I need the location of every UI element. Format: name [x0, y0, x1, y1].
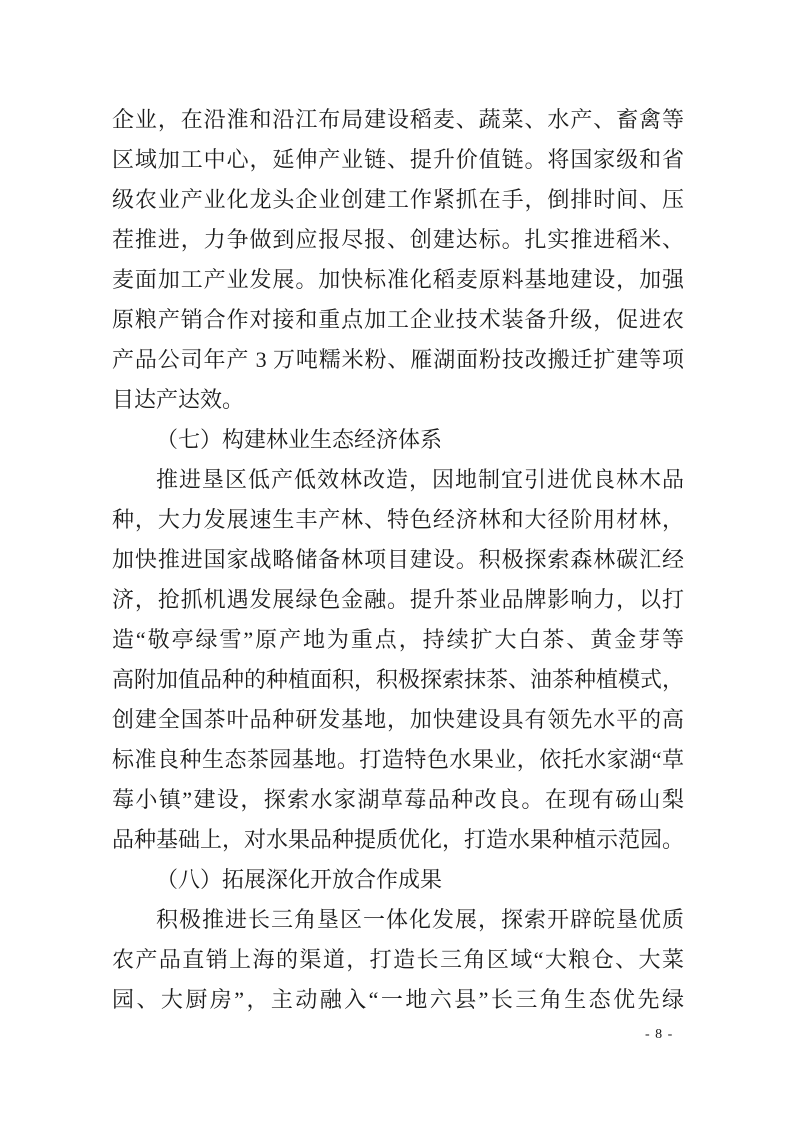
page-number: - 8 -	[645, 1027, 674, 1042]
body-line: 级农业产业化龙头企业创建工作紧抓在手，倒排时间、压	[112, 187, 684, 212]
body-line: 茬推进，力争做到应报尽报、创建达标。扎实推进稻米、	[112, 227, 684, 252]
body-line: 农产品直销上海的渠道，打造长三角区域“大粮仓、大菜	[112, 947, 684, 972]
body-line: 企业，在沿淮和沿江布局建设稻麦、蔬菜、水产、畜禽等	[112, 107, 684, 132]
body-line: 济，抢抓机遇发展绿色金融。提升茶业品牌影响力，以打	[112, 587, 684, 612]
body-line: 区域加工中心，延伸产业链、提升价值链。将国家级和省	[112, 147, 684, 172]
body-line: 莓小镇”建设，探索水家湖草莓品种改良。在现有砀山梨	[112, 787, 684, 812]
body-line-paragraph-end: 目达产达效。	[112, 387, 245, 412]
body-line: 园、大厨房”，主动融入“一地六县”长三角生态优先绿	[112, 987, 684, 1012]
body-line-paragraph-end: 品种基础上，对水果品种提质优化，打造水果种植示范园。	[112, 827, 685, 852]
section-heading-eight: （八）拓展深化开放合作成果	[156, 867, 443, 892]
body-line: 加快推进国家战略储备林项目建设。积极探索森林碳汇经	[112, 547, 684, 572]
section-heading-seven: （七）构建林业生态经济体系	[156, 427, 443, 452]
body-line: 原粮产销合作对接和重点加工企业技术装备升级，促进农	[112, 307, 684, 332]
paragraph-start-line: 积极推进长三角垦区一体化发展，探索开辟皖垦优质	[156, 907, 684, 932]
body-line: 种，大力发展速生丰产林、特色经济林和大径阶用材林，	[112, 507, 684, 532]
body-line: 麦面加工产业发展。加快标准化稻麦原料基地建设，加强	[112, 267, 684, 292]
body-line: 高附加值品种的种植面积，积极探索抹茶、油茶种植模式，	[112, 667, 685, 692]
paragraph-start-line: 推进垦区低产低效林改造，因地制宜引进优良林木品	[156, 467, 684, 492]
body-line: 造“敬亭绿雪”原产地为重点，持续扩大白茶、黄金芽等	[112, 627, 684, 652]
body-line: 标准良种生态茶园基地。打造特色水果业，依托水家湖“草	[112, 747, 684, 772]
body-line: 创建全国茶叶品种研发基地，加快建设具有领先水平的高	[112, 707, 684, 732]
document-body	[112, 100, 684, 1020]
body-line: 产品公司年产 3 万吨糯米粉、雁湖面粉技改搬迁扩建等项	[112, 347, 684, 372]
